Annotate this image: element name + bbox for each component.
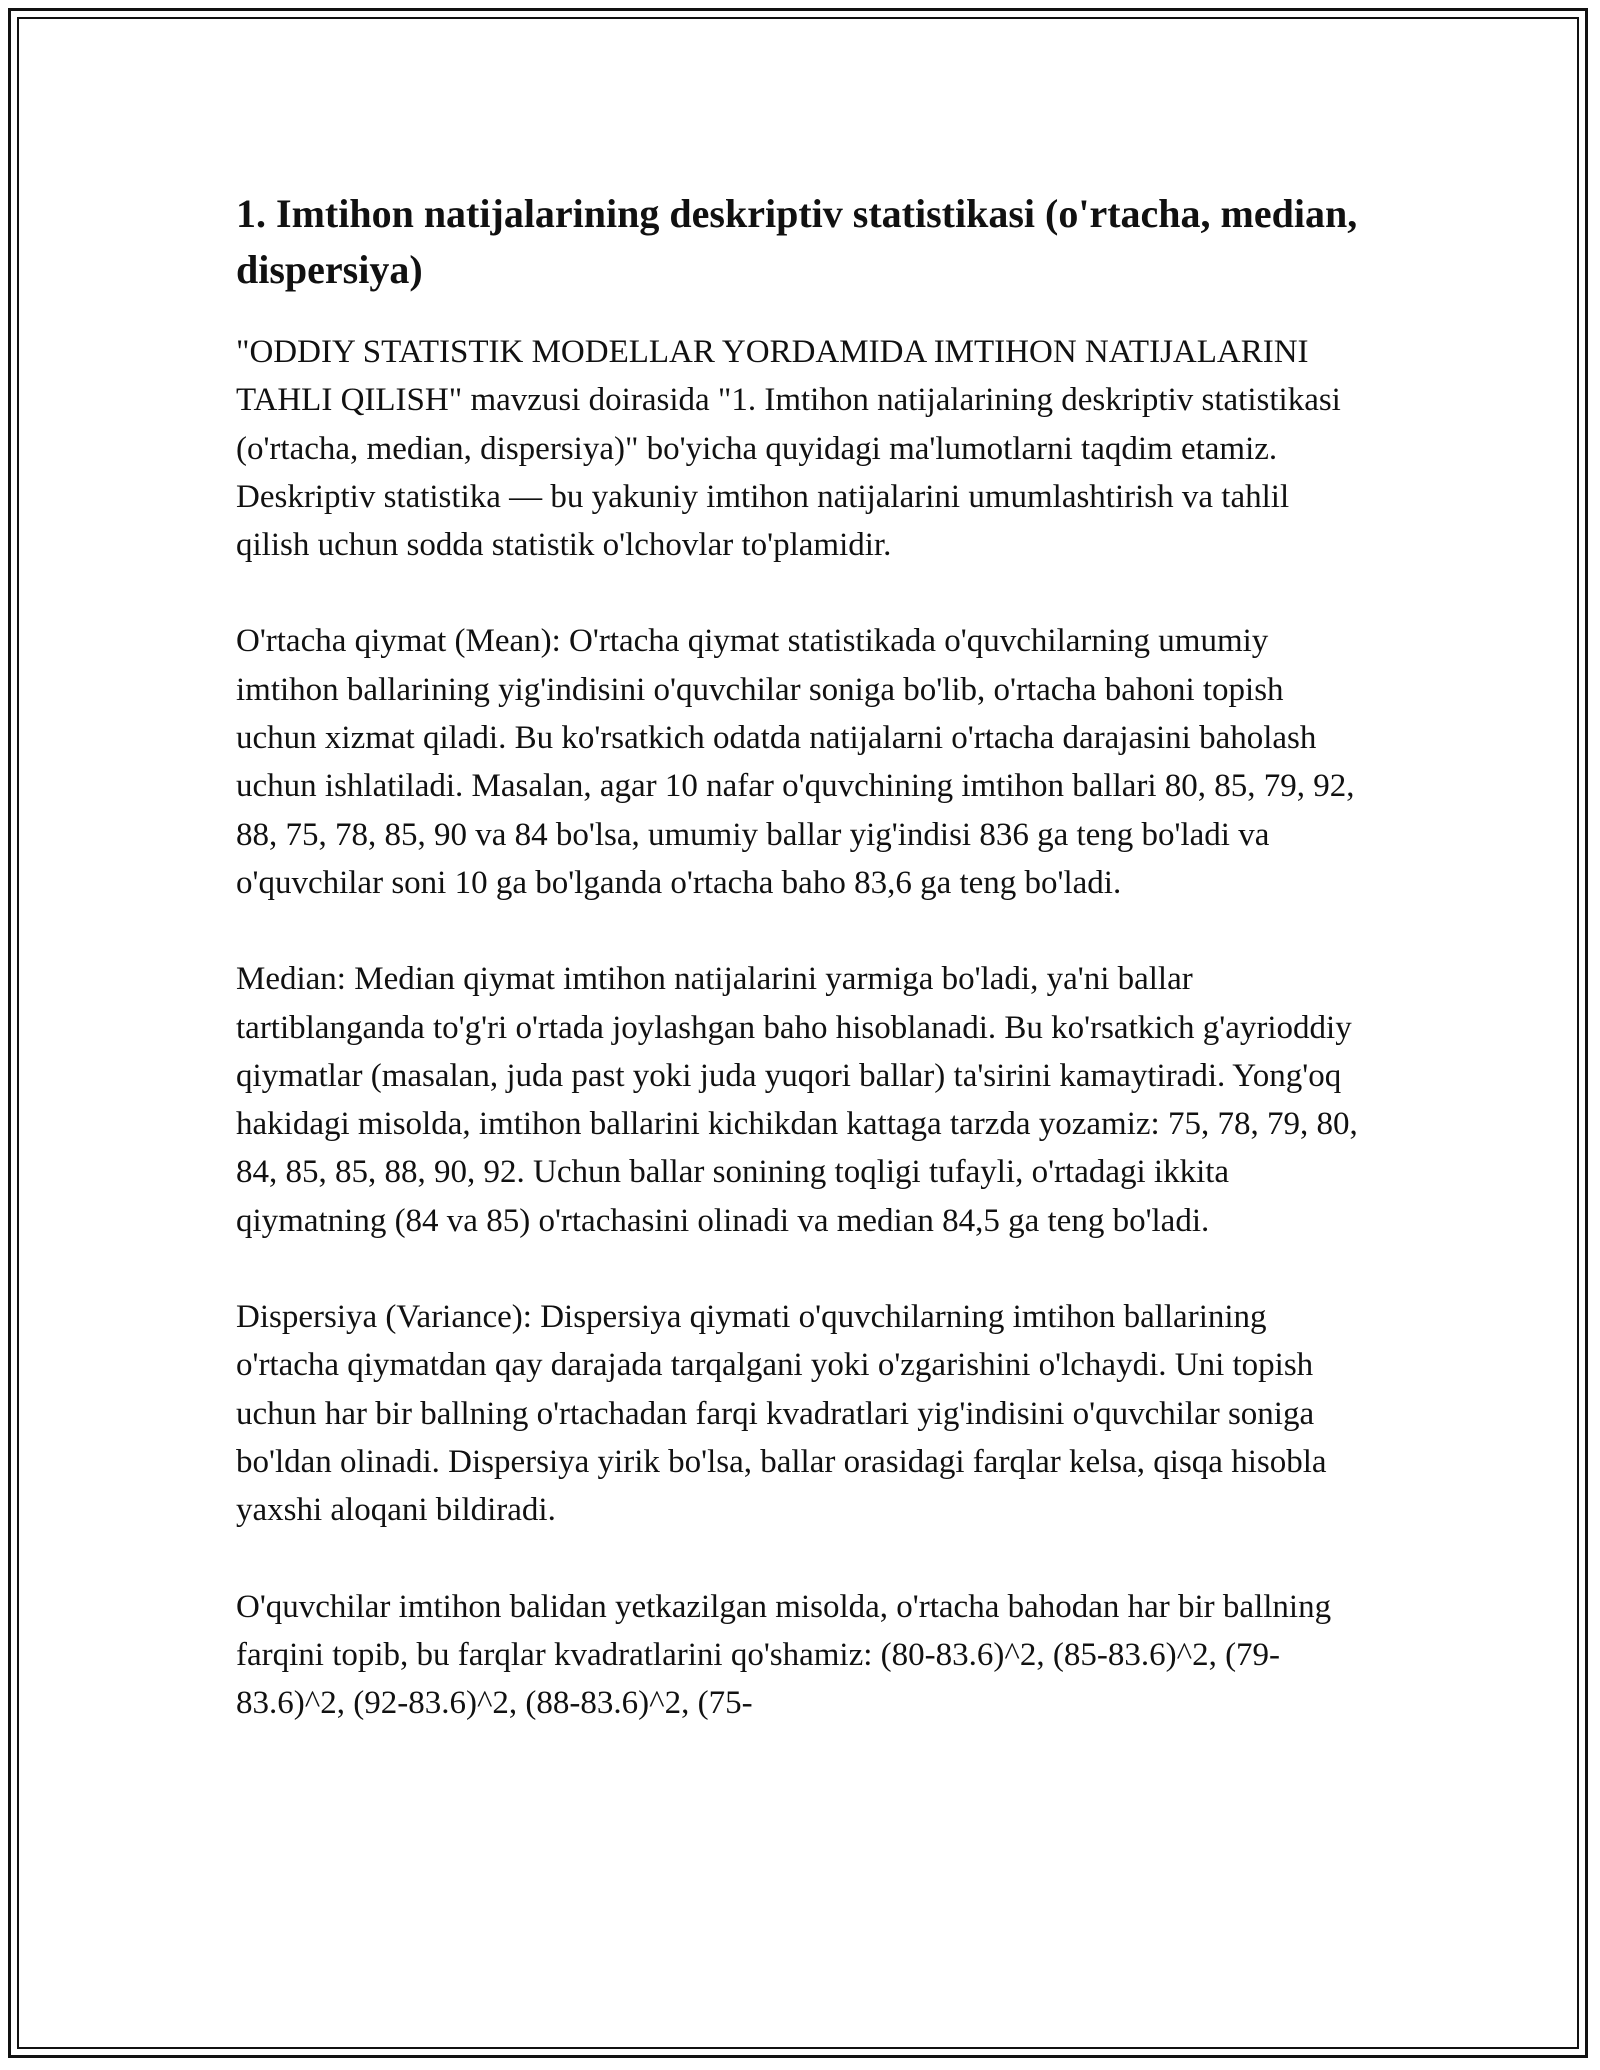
paragraph-variance: Dispersiya (Variance): Dispersiya qiymati o'quvchilarning imtihon ballarining o'rtacha qiymatdan qay darajada tarqalgani yoki o'zgarishini o'lchaydi. Uni topish uchun har bir ballning o'rtachadan farqi kvadratlari yig'indisini o'quvchilar soniga bo'ldan olinadi. Dispersiya yirik bo'lsa, ballar orasidagi farqlar kelsa, qisqa hisobla yaxshi aloqani bildiradi. <box>236 1299 1327 1529</box>
paragraph-mean: O'rtacha qiymat (Mean): O'rtacha qiymat statistikada o'quvchilarning umumiy imtihon ballarining yig'indisini o'quvchilar soniga bo'lib, o'rtacha bahoni topish uchun xizmat qiladi. Bu ko'rsatkich odatda natijalarni o'rtacha darajasini baholash uchun ishlatiladi. Masalan, agar 10 nafar o'quvchining imtihon ballari 80, 85, 79, 92, 88, 75, 78, 85, 90 va 84 bo'lsa, umumiy ballar yig'indisi 836 ga teng bo'ladi va o'quvchilar soni 10 ga bo'lganda o'rtacha baho 83,6 ga teng bo'ladi. <box>236 623 1355 901</box>
section-heading: 1. Imtihon natijalarining deskriptiv statistikasi (o'rtacha, median, dispersiya) <box>236 191 1358 292</box>
paragraph-intro: "ODDIY STATISTIK MODELLAR YORDAMIDA IMTIHON NATIJALARINI TAHLI QILISH" mavzusi doirasida "1. Imtihon natijalarining deskriptiv statistikasi (o'rtacha, median, dispersiya)" bo'yicha quyidagi ma'lumotlarni taqdim etamiz. Deskriptiv statistika — bu yakuniy imtihon natijalarini umumlashtirish va tahlil qilish uchun sodda statistik o'lchovlar to'plamidir. <box>236 334 1341 564</box>
document-body <box>236 186 1366 1727</box>
paragraph-median: Median: Median qiymat imtihon natijalarini yarmiga bo'ladi, ya'ni ballar tartiblanganda to'g'ri o'rtada joylashgan baho hisoblanadi. Bu ko'rsatkich g'ayrioddiy qiymatlar (masalan, juda past yoki juda yuqori ballar) ta'sirini kamaytiradi. Yong'oq hakidagi misolda, imtihon ballarini kichikdan kattaga tarzda yozamiz: 75, 78, 79, 80, 84, 85, 85, 88, 90, 92. Uchun ballar sonining toqligi tufayli, o'rtadagi ikkita qiymatning (84 va 85) o'rtachasini olinadi va median 84,5 ga teng bo'ladi. <box>236 961 1358 1239</box>
paragraph-variance-example: O'quvchilar imtihon balidan yetkazilgan misolda, o'rtacha bahodan har bir ballning farqini topib, bu farqlar kvadratlarini qo'shamiz: (80-83.6)^2, (85-83.6)^2, (79-83.6)^2, (92-83.6)^2, (88-83.6)^2, (75- <box>236 1588 1332 1722</box>
